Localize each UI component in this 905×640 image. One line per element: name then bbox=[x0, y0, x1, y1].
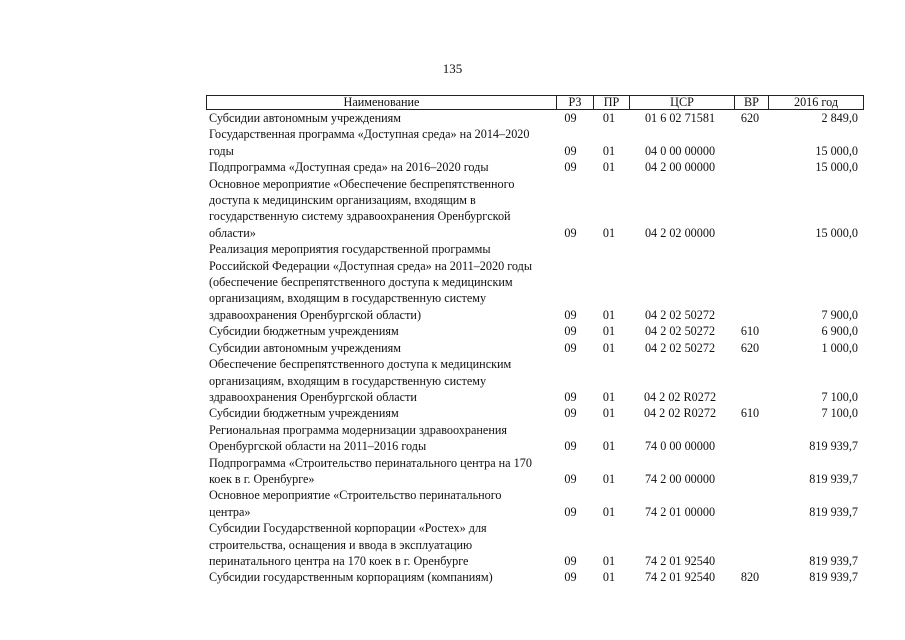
row-csr: 74 0 00 00000 bbox=[644, 439, 716, 454]
row-pr: 01 bbox=[602, 553, 616, 568]
row-pr: 01 bbox=[602, 389, 616, 404]
row-amount: 819 939,7 bbox=[809, 553, 858, 568]
row-pr: 01 bbox=[602, 143, 616, 158]
row-csr: 04 2 02 50272 bbox=[644, 307, 716, 322]
row-name: Субсидии бюджетным учреждениям bbox=[209, 324, 399, 339]
row-pr: 01 bbox=[602, 439, 616, 454]
row-rz: 09 bbox=[564, 160, 577, 175]
header-vr: ВР bbox=[735, 96, 769, 109]
row-amount: 7 900,0 bbox=[821, 307, 858, 322]
table-row bbox=[206, 455, 864, 488]
row-pr: 01 bbox=[602, 160, 616, 175]
row-name: Реализация мероприятия государственной программы Российской Федерации «Доступная среда» на 2011–2020 годы (обеспечение беспрепятственного доступа к медицинским организациям, входящим в государственную систему здравоохранения Оренбургской области) bbox=[209, 242, 533, 322]
row-name: Подпрограмма «Строительство перинатального центра на 170 коек в г. Оренбурге» bbox=[209, 455, 532, 486]
row-pr: 01 bbox=[602, 471, 616, 486]
row-csr: 04 2 02 R0272 bbox=[643, 406, 717, 421]
row-csr: 04 2 02 R0272 bbox=[643, 389, 717, 404]
row-csr: 04 2 02 50272 bbox=[644, 324, 716, 339]
page-number: 135 bbox=[442, 61, 463, 76]
row-amount: 6 900,0 bbox=[821, 324, 858, 339]
row-name: Основное мероприятие «Обеспечение беспрепятственного доступа к медицинским организациям, входящим в государственную систему здравоохранения Оренбургской области» bbox=[209, 176, 515, 240]
row-rz: 09 bbox=[564, 225, 577, 240]
row-amount: 15 000,0 bbox=[815, 160, 858, 175]
row-rz: 09 bbox=[564, 389, 577, 404]
row-pr: 01 bbox=[602, 111, 616, 125]
row-vr: 610 bbox=[740, 406, 760, 421]
row-pr: 01 bbox=[602, 504, 616, 519]
row-rz: 09 bbox=[564, 553, 577, 568]
row-name: Субсидии автономным учреждениям bbox=[209, 340, 401, 355]
row-rz: 09 bbox=[564, 570, 577, 585]
table-row bbox=[206, 520, 864, 569]
row-rz: 09 bbox=[564, 111, 577, 125]
row-rz: 09 bbox=[564, 143, 577, 158]
row-name: Основное мероприятие «Строительство перинатального центра» bbox=[209, 488, 502, 519]
table-header bbox=[206, 95, 864, 110]
row-name: Субсидии бюджетным учреждениям bbox=[209, 406, 399, 421]
row-name: Субсидии государственным корпорациям (компаниям) bbox=[209, 570, 493, 585]
row-rz: 09 bbox=[564, 340, 577, 355]
row-amount: 819 939,7 bbox=[809, 504, 858, 519]
row-amount: 819 939,7 bbox=[809, 570, 858, 585]
row-csr: 04 2 02 50272 bbox=[644, 340, 716, 355]
row-name: Подпрограмма «Доступная среда» на 2016–2020 годы bbox=[209, 160, 489, 175]
row-name: Государственная программа «Доступная среда» на 2014–2020 годы bbox=[209, 127, 530, 158]
row-name: Обеспечение беспрепятственного доступа к медицинским организациям, входящим в государственную систему здравоохранения Оренбургской области bbox=[209, 357, 512, 404]
table-row bbox=[206, 340, 864, 356]
row-csr: 74 2 01 00000 bbox=[644, 504, 716, 519]
row-vr: 620 bbox=[740, 340, 760, 355]
row-rz: 09 bbox=[564, 406, 577, 421]
row-rz: 09 bbox=[564, 324, 577, 339]
row-rz: 09 bbox=[564, 504, 577, 519]
table-row bbox=[206, 110, 864, 126]
row-vr: 820 bbox=[740, 570, 760, 585]
row-csr: 04 0 00 00000 bbox=[644, 143, 716, 158]
table-row bbox=[206, 241, 864, 323]
row-pr: 01 bbox=[602, 307, 616, 322]
row-amount: 15 000,0 bbox=[815, 143, 858, 158]
row-amount: 7 100,0 bbox=[821, 406, 858, 421]
table-row bbox=[206, 569, 864, 585]
budget-table bbox=[206, 95, 864, 586]
row-vr: 610 bbox=[740, 324, 760, 339]
row-pr: 01 bbox=[602, 570, 616, 585]
table-row bbox=[206, 487, 864, 520]
row-amount: 7 100,0 bbox=[821, 389, 858, 404]
table-row bbox=[206, 159, 864, 175]
row-pr: 01 bbox=[602, 225, 616, 240]
table-row bbox=[206, 126, 864, 159]
row-csr: 01 6 02 71581 bbox=[644, 111, 716, 125]
header-year: 2016 год bbox=[793, 95, 839, 109]
row-amount: 1 000,0 bbox=[821, 340, 858, 355]
table-row bbox=[206, 405, 864, 421]
row-amount: 819 939,7 bbox=[809, 439, 858, 454]
header-name: Наименование bbox=[207, 96, 557, 109]
table-row bbox=[206, 323, 864, 339]
row-csr: 04 2 00 00000 bbox=[644, 160, 716, 175]
header-pr: ПР bbox=[594, 96, 630, 109]
row-vr: 620 bbox=[740, 111, 760, 125]
row-amount: 819 939,7 bbox=[809, 471, 858, 486]
row-amount: 2 849,0 bbox=[821, 111, 858, 125]
row-rz: 09 bbox=[564, 471, 577, 486]
table-row bbox=[206, 422, 864, 455]
row-rz: 09 bbox=[564, 439, 577, 454]
table-row bbox=[206, 356, 864, 405]
row-csr: 74 2 01 92540 bbox=[644, 570, 716, 585]
row-amount: 15 000,0 bbox=[815, 225, 858, 240]
table-body bbox=[206, 110, 864, 586]
row-name: Региональная программа модернизации здравоохранения Оренбургской области на 2011–2016 годы bbox=[209, 422, 507, 454]
row-name: Субсидии автономным учреждениям bbox=[209, 111, 401, 125]
row-pr: 01 bbox=[602, 340, 616, 355]
row-name: Субсидии Государственной корпорации «Ростех» для строительства, оснащения и ввода в эксплуатацию перинатального центра на 170 коек в г. Оренбурге bbox=[209, 521, 487, 568]
header-csr: ЦСР bbox=[630, 96, 735, 109]
row-pr: 01 bbox=[602, 406, 616, 421]
row-csr: 74 2 00 00000 bbox=[644, 471, 716, 486]
row-rz: 09 bbox=[564, 307, 577, 322]
row-csr: 04 2 02 00000 bbox=[644, 225, 716, 240]
row-csr: 74 2 01 92540 bbox=[644, 553, 716, 568]
header-rz: РЗ bbox=[557, 96, 594, 109]
row-pr: 01 bbox=[602, 324, 616, 339]
table-row bbox=[206, 176, 864, 242]
